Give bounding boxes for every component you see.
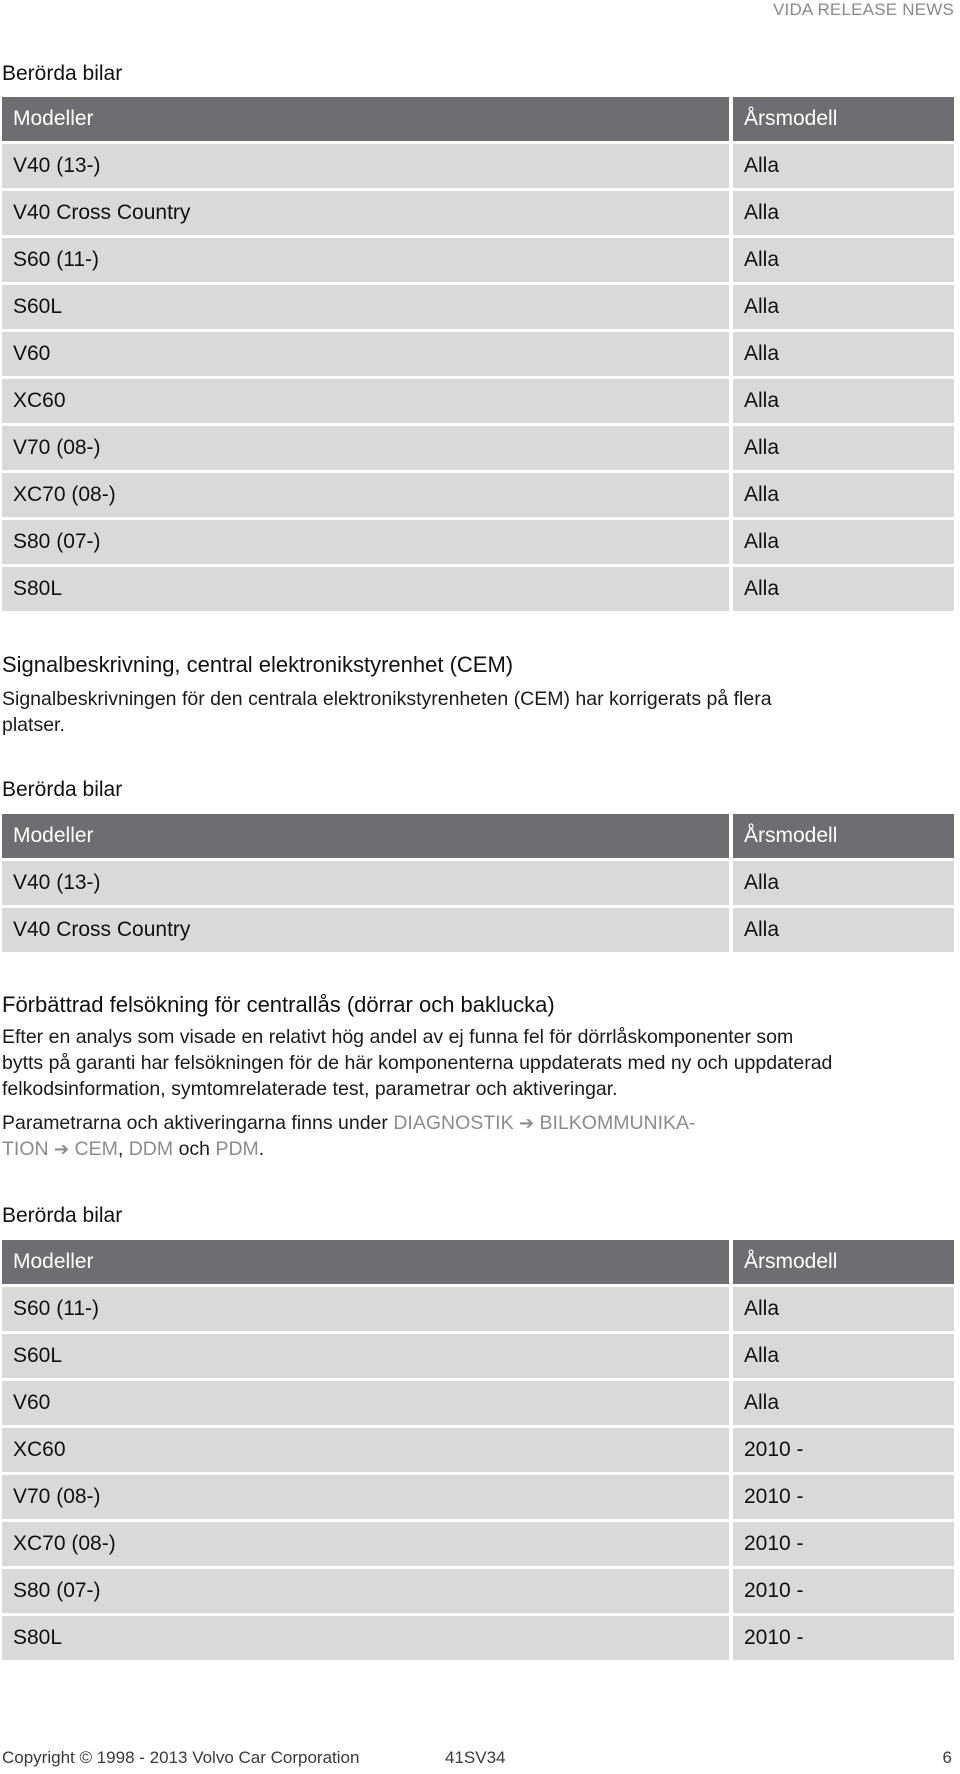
table-header-row xyxy=(2,1240,954,1284)
section-body-cem xyxy=(2,686,952,738)
nav-link-bilkommunikation-cont[interactable]: TION xyxy=(2,1138,49,1160)
year-cell: 2010 - xyxy=(733,1522,954,1566)
year-cell: Alla xyxy=(733,238,954,282)
affected-cars-label: Berörda bilar xyxy=(2,778,123,801)
body-line: Efter en analys som visade en relativt hög andel av ej funna fel för dörrlåskomponenter som xyxy=(2,1026,794,1048)
year-cell: Alla xyxy=(733,426,954,470)
model-cell: S80L xyxy=(2,1616,733,1660)
year-cell: 2010 - xyxy=(733,1616,954,1660)
model-cell: XC70 (08-) xyxy=(2,473,733,517)
affected-cars-label: Berörda bilar xyxy=(2,1204,123,1227)
model-cell: S80 (07-) xyxy=(2,1569,733,1613)
model-cell: S60L xyxy=(2,1334,733,1378)
nav-link-bilkommunikation[interactable]: BILKOMMUNIKA- xyxy=(539,1112,696,1134)
year-cell: Alla xyxy=(733,1381,954,1425)
column-header-models: Modeller xyxy=(2,97,733,141)
nav-link-ddm[interactable]: DDM xyxy=(128,1138,174,1160)
year-cell: 2010 - xyxy=(733,1475,954,1519)
year-cell: Alla xyxy=(733,473,954,517)
nav-link-cem[interactable]: CEM xyxy=(74,1138,118,1160)
section-heading-central-lock: Förbättrad felsökning för centrallås (dörrar och baklucka) xyxy=(2,992,555,1017)
year-cell: Alla xyxy=(733,379,954,423)
affected-cars-label: Berörda bilar xyxy=(2,62,123,85)
column-header-model-year: Årsmodell xyxy=(733,814,954,858)
model-cell: S60L xyxy=(2,285,733,329)
table-row xyxy=(2,1475,954,1519)
model-cell: V40 (13-) xyxy=(2,144,733,188)
table-row xyxy=(2,861,954,905)
table-header-row xyxy=(2,97,954,141)
year-cell: Alla xyxy=(733,332,954,376)
footer-doc-id: 41SV34 xyxy=(445,1748,506,1767)
model-cell: V70 (08-) xyxy=(2,426,733,470)
year-cell: Alla xyxy=(733,191,954,235)
column-header-models: Modeller xyxy=(2,1240,733,1284)
table-row xyxy=(2,238,954,282)
table-row xyxy=(2,567,954,611)
table-row xyxy=(2,1287,954,1331)
table-row xyxy=(2,1522,954,1566)
model-cell: V70 (08-) xyxy=(2,1475,733,1519)
year-cell: Alla xyxy=(733,144,954,188)
table-row xyxy=(2,379,954,423)
body-line: platser. xyxy=(2,714,65,736)
year-cell: Alla xyxy=(733,520,954,564)
table-header-row xyxy=(2,814,954,858)
model-cell: S60 (11-) xyxy=(2,238,733,282)
year-cell: Alla xyxy=(733,1334,954,1378)
table-row xyxy=(2,1428,954,1472)
affected-cars-table xyxy=(2,811,954,955)
nav-link-pdm[interactable]: PDM xyxy=(215,1138,259,1160)
arrow-right-icon: ➔ xyxy=(54,1139,70,1159)
year-cell: Alla xyxy=(733,908,954,952)
table-row xyxy=(2,520,954,564)
body-line: felkodsinformation, symtomrelaterade test, parametrar och aktiveringar. xyxy=(2,1078,618,1100)
comma: , xyxy=(117,1138,124,1160)
year-cell: Alla xyxy=(733,1287,954,1331)
affected-cars-table xyxy=(2,94,954,614)
arrow-right-icon: ➔ xyxy=(519,1113,535,1133)
period: . xyxy=(258,1138,265,1160)
table-row xyxy=(2,191,954,235)
model-cell: V60 xyxy=(2,332,733,376)
table-row xyxy=(2,332,954,376)
year-cell: 2010 - xyxy=(733,1428,954,1472)
model-cell: S80 (07-) xyxy=(2,520,733,564)
model-cell: XC60 xyxy=(2,1428,733,1472)
table-row xyxy=(2,1381,954,1425)
column-header-models: Modeller xyxy=(2,814,733,858)
navigation-path-paragraph xyxy=(2,1110,952,1162)
footer-copyright: Copyright © 1998 - 2013 Volvo Car Corporation xyxy=(2,1748,360,1767)
year-cell: 2010 - xyxy=(733,1569,954,1613)
model-cell: S60 (11-) xyxy=(2,1287,733,1331)
conjunction-text: och xyxy=(178,1138,211,1160)
column-header-model-year: Årsmodell xyxy=(733,97,954,141)
table-row xyxy=(2,285,954,329)
column-header-model-year: Årsmodell xyxy=(733,1240,954,1284)
table-row xyxy=(2,1334,954,1378)
footer-page-number: 6 xyxy=(942,1748,952,1767)
model-cell: V40 Cross Country xyxy=(2,191,733,235)
year-cell: Alla xyxy=(733,285,954,329)
year-cell: Alla xyxy=(733,861,954,905)
year-cell: Alla xyxy=(733,567,954,611)
table-row xyxy=(2,426,954,470)
nav-link-diagnostik[interactable]: DIAGNOSTIK xyxy=(393,1112,514,1134)
paragraph-text: Parametrarna och aktiveringarna finns under xyxy=(2,1112,388,1134)
model-cell: V60 xyxy=(2,1381,733,1425)
model-cell: XC60 xyxy=(2,379,733,423)
running-head: VIDA RELEASE NEWS xyxy=(772,0,954,19)
table-row xyxy=(2,1616,954,1660)
section-heading-cem: Signalbeskrivning, central elektronikstyrenhet (CEM) xyxy=(2,652,514,677)
affected-cars-table xyxy=(2,1237,954,1663)
table-row xyxy=(2,1569,954,1613)
body-line: Signalbeskrivningen för den centrala elektronikstyrenheten (CEM) har korrigerats på flera xyxy=(2,688,772,710)
section-body-central-lock xyxy=(2,1024,952,1102)
model-cell: V40 Cross Country xyxy=(2,908,733,952)
table-row xyxy=(2,908,954,952)
model-cell: V40 (13-) xyxy=(2,861,733,905)
table-row xyxy=(2,144,954,188)
model-cell: XC70 (08-) xyxy=(2,1522,733,1566)
table-row xyxy=(2,473,954,517)
model-cell: S80L xyxy=(2,567,733,611)
body-line: bytts på garanti har felsökningen för de här komponenterna uppdaterats med ny och uppdaterad xyxy=(2,1052,833,1074)
